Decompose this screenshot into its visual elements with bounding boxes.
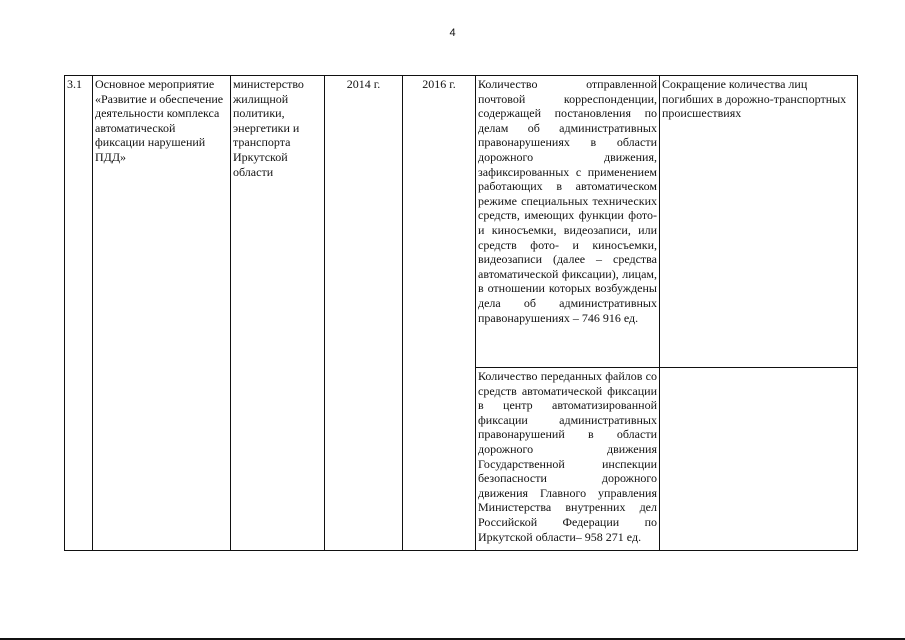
row-number-cell: 3.1 (65, 76, 93, 551)
end-year-cell: 2016 г. (403, 76, 476, 551)
indicator-cell-2: Количество переданных файлов со средств автоматической фиксации в центр автоматизированной фиксации административных правонарушений в области дорожного движения Государственной инспекции безопасности дорожного движения Главного управления Министерства внутренних дел Российской Федерации по Иркутской области– 958 271 ед. (476, 368, 660, 551)
program-table (64, 75, 858, 551)
page-number: 4 (449, 27, 456, 39)
expected-result-cell: Сокращение количества лиц погибших в дорожно-транспортных происшествиях (660, 76, 858, 368)
event-name-cell: Основное мероприятие «Развитие и обеспечение деятельности комплекса автоматической фиксации нарушений ПДД» (93, 76, 231, 551)
table-row (65, 76, 858, 368)
executor-cell: министерство жилищной политики, энергетики и транспорта Иркутской области (231, 76, 325, 551)
expected-result-empty-cell (660, 368, 858, 551)
start-year-cell: 2014 г. (325, 76, 403, 551)
indicator-cell-1: Количество отправленной почтовой корреспонденции, содержащей постановления по делам об административных правонарушениях в области дорожного движения, зафиксированных с применением работающих в автоматическом режиме специальных технических средств, имеющих функции фото- и киносъемки, видеозаписи, или средств фото- и киносъемки, видеозаписи (далее – средства автоматической фиксации), лицам, в отношении которых возбуждены дела об административных правонарушениях – 746 916 ед. (476, 76, 660, 368)
